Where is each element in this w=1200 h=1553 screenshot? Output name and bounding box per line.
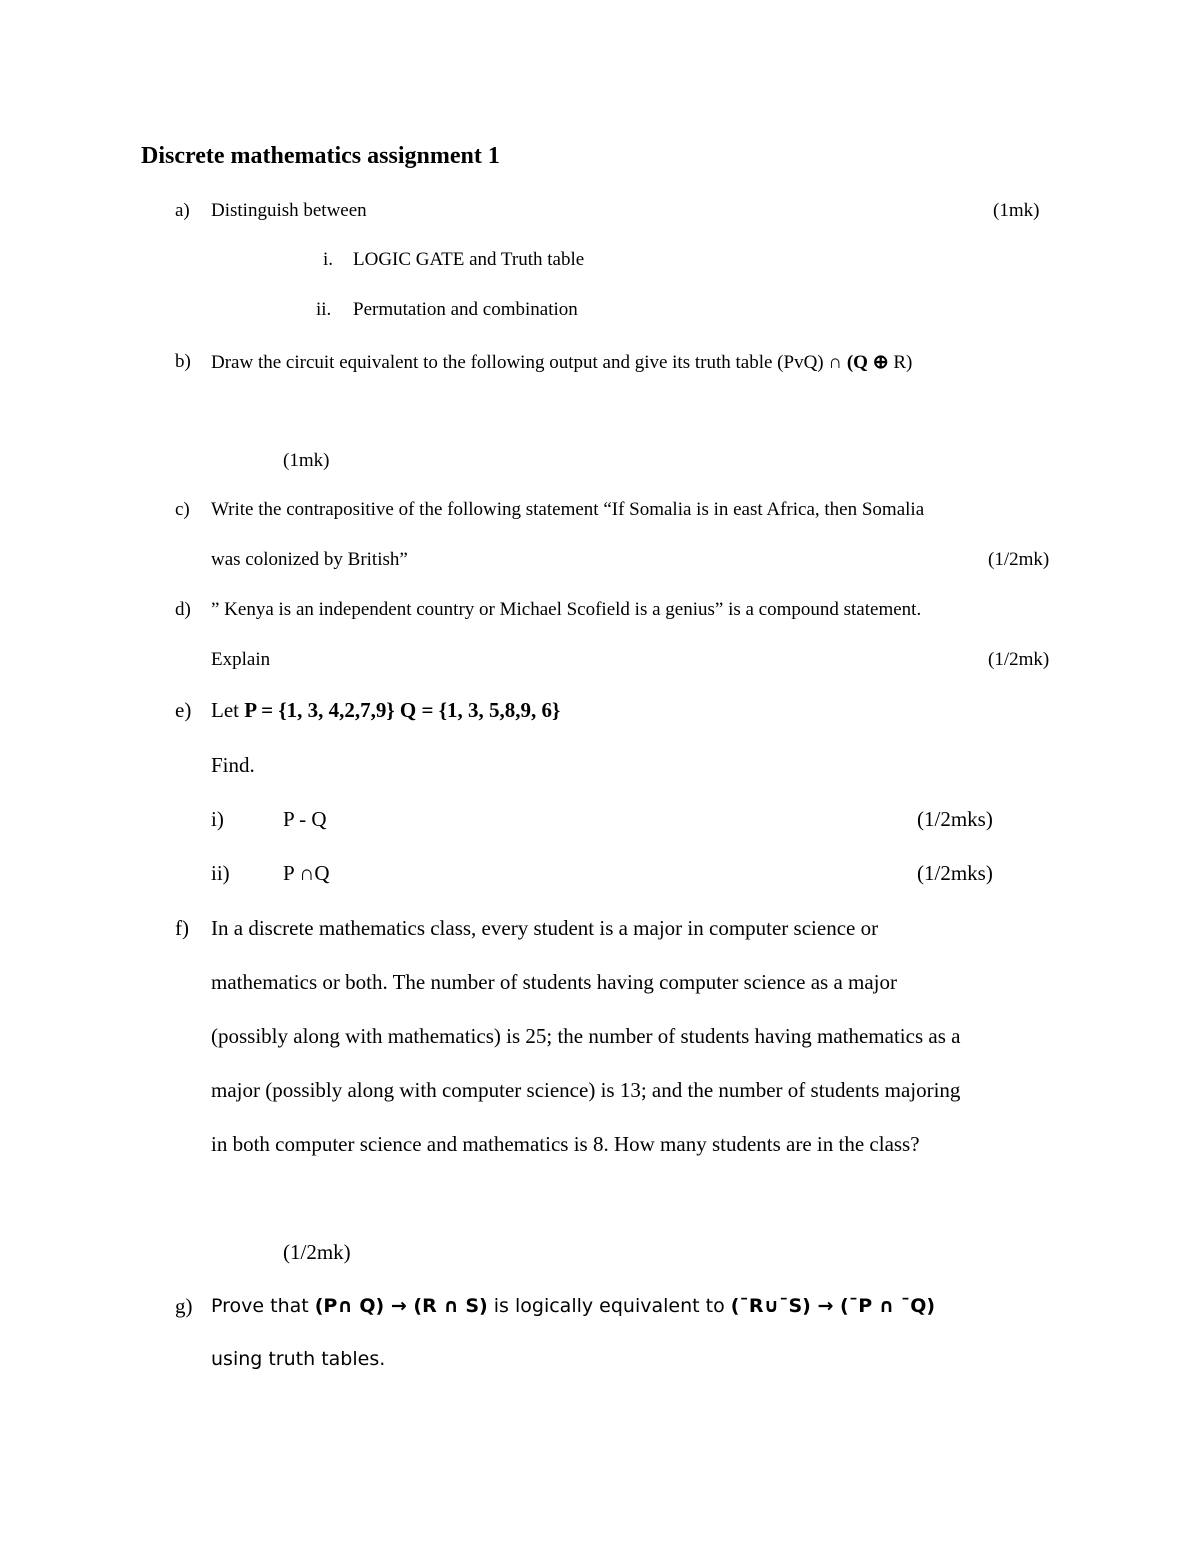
question-e-item-ii-num: ii) bbox=[211, 861, 230, 885]
question-b-text-line bbox=[211, 351, 912, 374]
question-a-marks: (1mk) bbox=[993, 200, 1040, 221]
question-c-marks: (1/2mk) bbox=[988, 549, 1050, 570]
question-b-label: b) bbox=[175, 351, 191, 372]
question-f-label: f) bbox=[175, 916, 189, 940]
question-g-prove: Prove that bbox=[211, 1295, 315, 1317]
question-a-item-ii-text: Permutation and combination bbox=[353, 299, 578, 320]
question-a-text: Distinguish between bbox=[211, 200, 367, 221]
question-b-expression-part2: (Q ⊕ bbox=[846, 352, 894, 373]
question-g-label: g) bbox=[175, 1294, 193, 1318]
question-e-item-i-num: i) bbox=[211, 807, 224, 831]
question-f-line: mathematics or both. The number of students having computer science as a major bbox=[211, 970, 897, 994]
question-g-mid: is logically equivalent to bbox=[487, 1295, 731, 1317]
question-f-line: major (possibly along with computer science) is 13; and the number of students majoring bbox=[211, 1078, 961, 1102]
question-e-sets: P = {1, 3, 4,2,7,9} Q = {1, 3, 5,8,9, 6} bbox=[244, 698, 561, 722]
question-a-label: a) bbox=[175, 200, 190, 221]
question-e-sets-line bbox=[211, 698, 560, 723]
question-g-expression-2: (¯R∪¯S) → (¯P ∩ ¯Q) bbox=[730, 1295, 936, 1317]
question-g-expression-1: (P∩ Q) → (R ∩ S) bbox=[314, 1295, 488, 1317]
question-e-item-i-text: P - Q bbox=[283, 807, 327, 831]
question-c-label: c) bbox=[175, 499, 190, 520]
question-c-line2: was colonized by British” bbox=[211, 549, 408, 570]
question-b-expression-part1: (PvQ) ∩ bbox=[777, 352, 847, 373]
question-a-item-i-num: i. bbox=[323, 249, 334, 270]
question-g-line1 bbox=[211, 1295, 935, 1317]
question-f-line: (possibly along with mathematics) is 25; the number of students having mathematics as a bbox=[211, 1024, 961, 1048]
question-d-line1: ” Kenya is an independent country or Michael Scofield is a genius” is a compound statement. bbox=[211, 599, 922, 620]
question-f-line: in both computer science and mathematics is 8. How many students are in the class? bbox=[211, 1132, 920, 1156]
question-e-item-ii-text: P ∩Q bbox=[283, 861, 330, 885]
question-g-line2: using truth tables. bbox=[211, 1348, 386, 1370]
question-f-line: In a discrete mathematics class, every student is a major in computer science or bbox=[211, 916, 879, 940]
question-b-marks: (1mk) bbox=[283, 450, 330, 471]
question-b-text: Draw the circuit equivalent to the following output and give its truth table bbox=[211, 352, 773, 373]
question-a-item-i-text: LOGIC GATE and Truth table bbox=[353, 249, 585, 270]
question-d-marks: (1/2mk) bbox=[988, 649, 1050, 670]
question-e-let: Let bbox=[211, 698, 245, 722]
question-d-line2: Explain bbox=[211, 649, 271, 670]
question-b-expression-part3: R) bbox=[893, 352, 913, 373]
question-e-label: e) bbox=[175, 698, 192, 722]
question-c-line1: Write the contrapositive of the following statement “If Somalia is in east Africa, then Somalia bbox=[211, 499, 925, 520]
question-b-expression bbox=[777, 352, 912, 373]
question-a-item-ii-num: ii. bbox=[316, 299, 332, 320]
question-e-find: Find. bbox=[211, 753, 255, 777]
question-d-label: d) bbox=[175, 599, 191, 620]
question-f-marks: (1/2mk) bbox=[283, 1240, 351, 1264]
page-title: Discrete mathematics assignment 1 bbox=[141, 143, 500, 169]
question-e-item-ii-marks: (1/2mks) bbox=[917, 861, 993, 885]
question-e-item-i-marks: (1/2mks) bbox=[917, 807, 993, 831]
